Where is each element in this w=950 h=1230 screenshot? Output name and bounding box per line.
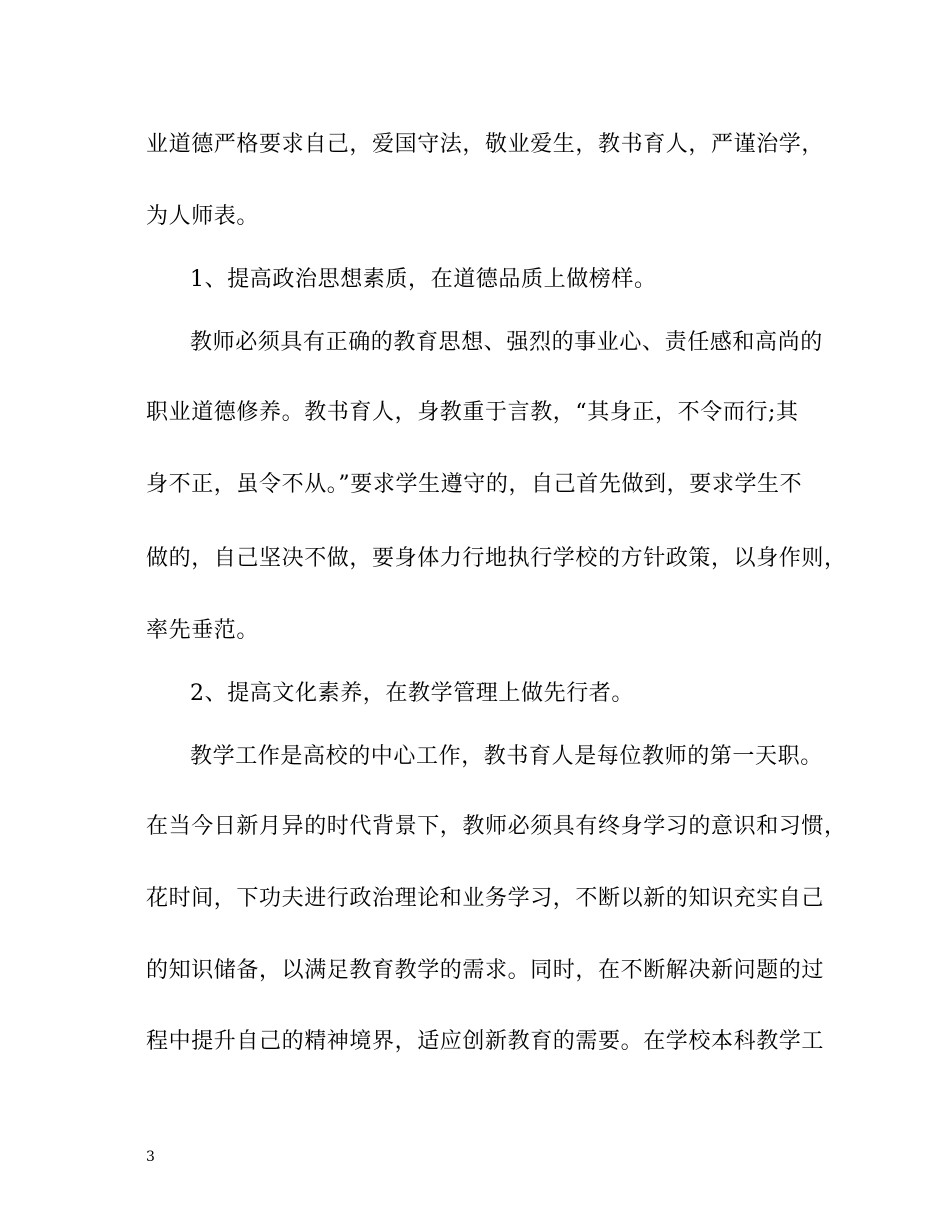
section-heading: 1、提高政治思想素质，在道德品质上做榜样。 bbox=[190, 267, 657, 292]
text-line: 的知识储备，以满足教育教学的需求。同时，在不断解决新问题的过 bbox=[146, 958, 825, 983]
text-line: 教师必须具有正确的教育思想、强烈的事业心、责任感和高尚的 bbox=[190, 330, 823, 355]
text-line: 程中提升自己的精神境界，适应创新教育的需要。在学校本科教学工 bbox=[146, 1029, 825, 1054]
text-line: 花时间，下功夫进行政治理论和业务学习，不断以新的知识充实自己 bbox=[146, 886, 825, 911]
text-line: 教学工作是高校的中心工作，教书育人是每位教师的第一天职。 bbox=[190, 744, 823, 769]
text-line: 身不正，虽令不从。”要求学生遵守的，自己首先做到，要求学生不 bbox=[146, 472, 803, 497]
page-number: 3 bbox=[146, 1149, 155, 1165]
text-line: 率先垂范。 bbox=[146, 618, 260, 643]
text-line: 做的，自己坚决不做，要身体力行地执行学校的方针政策，以身作则， bbox=[146, 546, 847, 571]
text-line: 业道德严格要求自己，爱国守法，敬业爱生，教书育人，严谨治学， bbox=[146, 132, 825, 157]
section-heading: 2、提高文化素养，在教学管理上做先行者。 bbox=[190, 681, 634, 706]
text-line: 在当今日新月异的时代背景下，教师必须具有终身学习的意识和习惯， bbox=[146, 814, 847, 839]
text-line: 职业道德修养。教书育人，身教重于言教，“其身正，不令而行;其 bbox=[146, 400, 799, 425]
text-line: 为人师表。 bbox=[146, 204, 260, 229]
